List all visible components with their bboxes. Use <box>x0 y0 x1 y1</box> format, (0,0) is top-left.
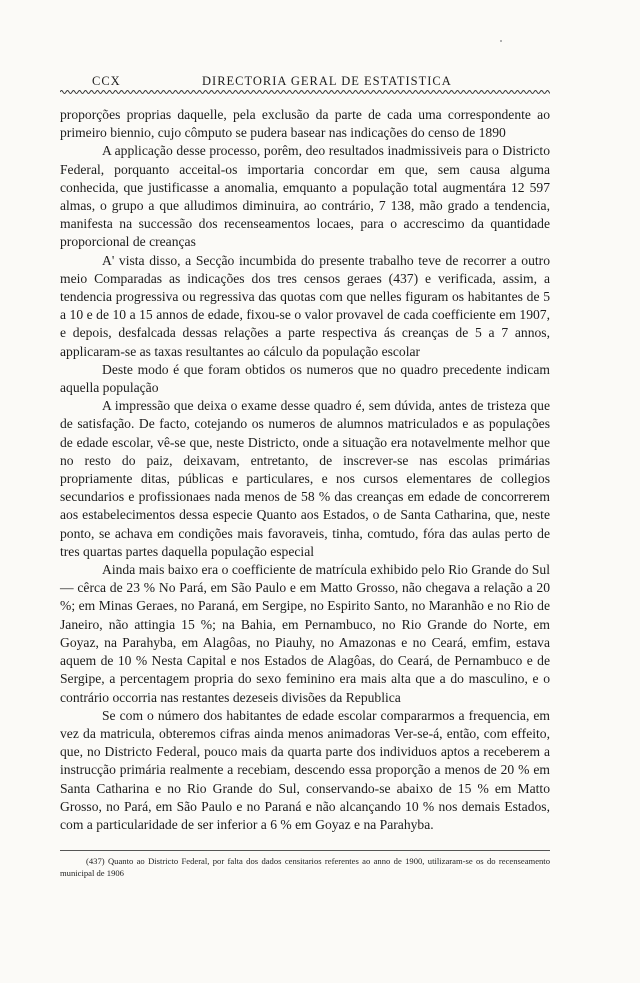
footnote <box>60 855 550 879</box>
body-text <box>60 106 550 834</box>
footnote-text: (437) Quanto ao Districto Federal, por falta dos dados censitarios referentes ao anno de 1900, utilizaram-se os do recenseamento municipal de 1906 <box>60 856 550 878</box>
paper-speck <box>500 40 502 42</box>
page-number: CCX <box>92 74 121 88</box>
paragraph: A applicação desse processo, porêm, deo resultados inadmissiveis para o Districto Federal, porquanto acceital-os importaria concordar em que, sem causa alguma conhecida, que justificasse a anomalia, emquanto a população total augmentára 12 597 almas, o grupo a que alludimos diminuira, ao contrário, 7 138, mão grado a tendencia, manifesta na successão dos recenseamentos locaes, para o accrescimo da quantidade proporcional de creanças <box>60 143 550 250</box>
paragraph: Se com o número dos habitantes de edade escolar compararmos a frequencia, em vez da matricula, obteremos cifras ainda menos animadoras Ver-se-á, então, com effeito, que, no Districto Federal, pouco mais da quarta parte dos individuos aptos a receberem a instrucção primária realmente a recebiam, descendo essa proporção a menos de 20 % em Santa Catharina e no Rio Grande do Sul, conservando-se abaixo de 15 % em Matto Grosso, no Pará, em São Paulo e no Paraná e não alcançando 10 % nos demais Estados, com a particularidade de ser inferior a 6 % em Goyaz e na Parahyba. <box>60 707 550 832</box>
header-wavy-rule <box>60 88 550 96</box>
paragraph: proporções proprias daquelle, pela exclusão da parte de cada uma correspondente ao primeiro biennio, cujo cômputo se pudera basear nas indicações do censo de 1890 <box>60 107 550 141</box>
paragraph: A impressão que deixa o exame desse quadro é, sem dúvida, antes de tristeza que de satisfação. De facto, cotejando os numeros de alumnos matriculados e as populações de edade escolar, vê-se que, neste Districto, onde a situação era notavelmente melhor que no resto do paiz, deixavam, entretanto, de inscrever-se nas escolas primárias propriamente ditas, públicas e particulares, e nos cursos elementares de collegios secundarios e profissionaes nada menos de 58 % das creanças em edade de concorrerem aos estabelecimentos dessa especie Quanto aos Estados, o de Santa Catharina, que, neste ponto, se achava em condições mais favoraveis, tinha, comtudo, fóra das aulas perto de tres quartas partes daquella população especial <box>60 398 550 559</box>
footnote-rule <box>60 850 550 851</box>
paragraph: Deste modo é que foram obtidos os numeros que no quadro precedente indicam aquella população <box>60 361 550 396</box>
running-title: DIRECTORIA GERAL DE ESTATISTICA <box>202 74 452 88</box>
paragraph: A' vista disso, a Secção incumbida do presente trabalho teve de recorrer a outro meio Comparadas as indicações dos tres censos geraes (437) e verificada, assim, a tendencia progressiva ou regressiva das quotas com que nelles figuram os habitantes de 5 a 10 e de 10 a 15 annos de edade, fixou-se o valor provavel de cada coefficiente em 1907, e depois, desfalcada dessas relações a parte respectiva ás creanças de 5 a 7 annos, applicaram-se as taxas resultantes ao cálculo da população escolar <box>60 252 550 359</box>
paragraph: Ainda mais baixo era o coefficiente de matrícula exhibido pelo Rio Grande do Sul — cêrca de 23 % No Pará, em São Paulo e em Matto Grosso, não chegava a relação a 20 %; em Minas Geraes, no Paraná, em Sergipe, no Espirito Santo, no Maranhão e no Rio de Janeiro, não attingia 15 %; na Bahia, em Pernambuco, no Rio Grande do Norte, em Goyaz, na Parahyba, em Alagôas, no Piauhy, no Amazonas e no Ceará, emfim, estava aquem de 10 % Nesta Capital e nos Estados de Alagôas, do Ceará, de Pernambuco e de Sergipe, a percentagem propria do sexo feminino era mais alta que a do masculino, e o contrário occorria nas restantes dezeseis divisões da Republica <box>60 562 550 705</box>
